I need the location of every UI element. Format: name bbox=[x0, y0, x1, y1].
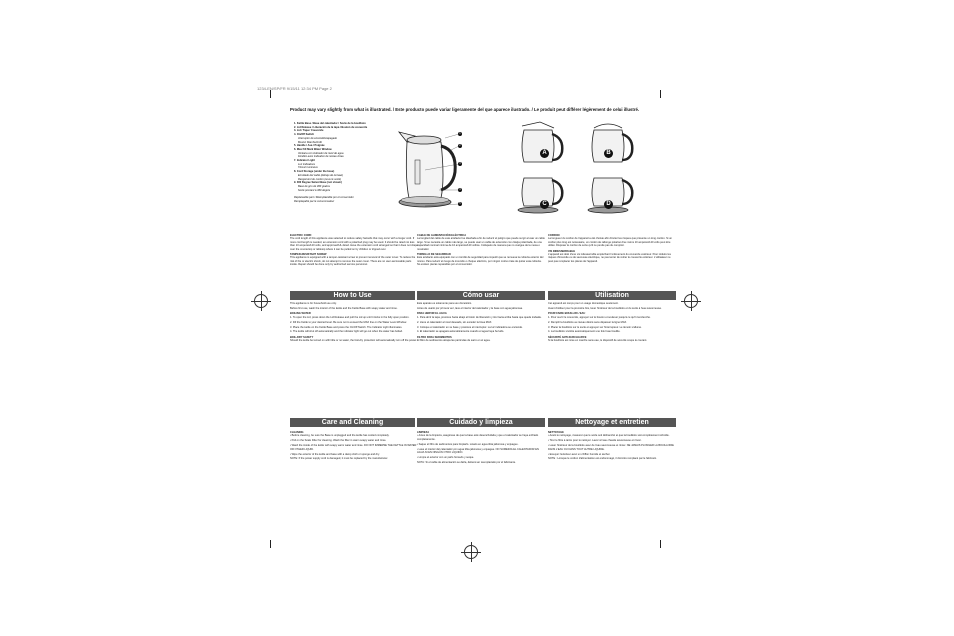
registration-mark bbox=[464, 545, 478, 559]
paragraph: La longitud del cable de este artefacto fue diseñada a fin de reducir el peligro que puede surgir al usar un cable largo. Si se necesita un cable más largo, se puede usar un cable de extensión con clavija polarizada, de una capacidad nominal mínima de 10 amperios/120 voltios. Colóquelo de manera que no cuelgue de la mesa o mostrador. bbox=[417, 237, 545, 251]
crop-mark bbox=[660, 90, 661, 98]
step-label-b: B bbox=[604, 149, 613, 158]
parts-list-item: 2. Lid Release / Liberación de la tapa / Bouton du couvercle bbox=[294, 125, 368, 129]
parts-list-item: Ventana con indicador de nivel de agua bbox=[298, 151, 344, 155]
section-heading: LIMPIEZA bbox=[417, 431, 430, 434]
section-band-care: Care and Cleaning bbox=[290, 418, 415, 427]
paragraph: • Pull on the Scale Filter for cleaning. Wash the filter in warm soapy water and rinse. bbox=[290, 439, 387, 443]
parts-list-item: 6. Max Fill Mark Water Window bbox=[294, 147, 332, 151]
paragraph: La longueur du cordon de l'appareil a été choisie afin d'éviter les risques que présente un long cordon. Si un cordon plus long est nécessaire, un cordon de rallonge polarisé d'au moins 10 ampères/120 volts peut être utilisé. Disposer le cordon de sorte qu'il ne pende pas du comptoir. bbox=[548, 237, 672, 248]
parts-list-item: 5. Handle / Asa / Poignée bbox=[294, 144, 325, 148]
paragraph: • Laver l'intérieur de la bouilloire avec de l'eau savonneuse et rincer. NE JAMAIS PLONGER LA BOUILLOIRE DANS L'EAU OU DANS TOUT AUTRE LIQUIDE. bbox=[548, 444, 674, 451]
paragraph: NOTE: If the power supply cord is damaged, it must be replaced by the manufacturer. bbox=[290, 457, 389, 461]
parts-list-item: Fenêtre avec indication de niveau d'eau bbox=[298, 155, 344, 159]
section-heading: BOIL-DRY SAFETY bbox=[290, 335, 314, 339]
section-band-utilisation: Utilisation bbox=[548, 291, 676, 300]
registration-mark bbox=[254, 294, 268, 308]
parts-list-item: Témoin lumineux bbox=[298, 166, 318, 170]
parts-list-item: 9. 360 Degree Swivel Base (not shown) bbox=[294, 181, 342, 185]
section-heading: TAMPER-RESISTANT SCREW bbox=[290, 253, 327, 257]
section-heading: TORNILLO DE SEGURIDAD bbox=[417, 253, 451, 257]
parts-list-item: 3. Lid / Tapa / Couvercle bbox=[294, 129, 324, 133]
callout-1: 1 bbox=[459, 132, 461, 135]
paragraph: NOTA: Si el cable de alimentación se daña, deberá ser reemplazado por el fabricante. bbox=[417, 460, 516, 464]
paragraph: Cet appareil est conçu pour un usage domestique seulement. bbox=[548, 302, 619, 305]
section-band-como-usar: Cómo usar bbox=[417, 291, 545, 300]
section-heading: CABLE DE ALIMENTACIÓN ELÉCTRICA bbox=[417, 234, 467, 237]
text-column bbox=[417, 232, 545, 268]
text-column bbox=[417, 302, 545, 344]
crop-mark bbox=[270, 90, 271, 98]
parts-note: Remplaçable par le consommateur bbox=[294, 200, 335, 204]
section-heading: POUR FAIRE BOUILLIR L'EAU bbox=[548, 312, 586, 316]
paragraph: • Wipe the exterior of the kettle and base with a damp cloth or sponge and dry. bbox=[290, 452, 380, 456]
text-column bbox=[417, 429, 545, 466]
text-column bbox=[290, 232, 418, 268]
text-column bbox=[290, 429, 418, 462]
registration-mark bbox=[684, 294, 698, 308]
parts-list-item: Enrollado del cable (debajo de la base) bbox=[298, 173, 343, 177]
step-label-d: D bbox=[604, 200, 613, 209]
paragraph: 1. Pour ouvrir le couvercle, appuyer sur le bouton et soulever jusqu'à ce qu'il s'enclenche. bbox=[548, 315, 651, 319]
product-notice: Product may vary slightly from what is illustrated. / Este producto puede variar ligeramente del que aparece ilustrado. / Le produit peut différer légèrement de celui illustré. bbox=[290, 107, 640, 112]
parts-list-item: Interruptor de encendido/apagado bbox=[298, 136, 338, 140]
paragraph: Avant d'utiliser pour la première fois, laver l'intérieur de la bouilloire et du socle à l'eau savonneuse. bbox=[548, 306, 662, 310]
callout-4: 4 bbox=[459, 188, 461, 191]
text-column bbox=[548, 302, 676, 344]
paragraph: The cord length of this appliance was selected to reduce safety hazards that may occur with a longer cord. If more cord length is needed, an extension cord with a polarized plug may be used. It should be rated not less than 10 amperes/120 volts, and approved/UL-listed. Have the extension cord arranged so that it does not drape over the countertop or tabletop where it can be pulled on by children or tripped over. bbox=[290, 237, 418, 251]
parts-list-item: 1. Kettle Base / Base del calentador / Socle de la bouilloire bbox=[294, 122, 366, 125]
section-heading: FILTRO PARA SEDIMENTOS bbox=[417, 335, 452, 339]
paragraph: 4. The kettle will shut off automatically and the indicator light will go out when the water has boiled. bbox=[290, 330, 403, 334]
step-label-c: C bbox=[540, 200, 549, 209]
paragraph: 3. Place the kettle on the Kettle Base and press the On/Off Switch. The Indicator Light illuminates. bbox=[290, 325, 403, 329]
section-heading: CORDON bbox=[548, 234, 560, 237]
paragraph: NOTE : Lorsque le cordon d'alimentation est endommagé, il doit être remplacé par le fabricant. bbox=[548, 457, 657, 461]
paragraph: • Before cleaning, be sure the Base is unplugged and the kettle has cooled completely. bbox=[290, 434, 390, 438]
paragraph: L'appareil est doté d'une vis indesserrable empêchant l'enlèvement du couvercle extérieur. Pour réduire les risques d'incendie ou de secousse électrique, ne pas tenter de retirer le couvercle extérieur. L'utilisateur ne peut pas remplacer les pièces de l'appareil. bbox=[548, 253, 671, 263]
paragraph: 2. Remplir la bouilloire au niveau désiré sans dépasser la ligne MAX. bbox=[548, 320, 628, 324]
paragraph: Should the kettle be turned on with little or no water, the boil-dry protection will automatically turn off the power. bbox=[290, 339, 417, 343]
paragraph: This appliance is for household use only. bbox=[290, 302, 337, 305]
paragraph: Este artefacto está equipado con un tornillo de seguridad para impedir que se remueva la cubierta exterior del mismo. Para reducir el riesgo de incendio o choque eléctrico, por ningún motivo trate de quitar esta cubierta. No existen piezas reparables por el consumidor. bbox=[417, 256, 544, 267]
section-heading: VIS INDESSERRABLE bbox=[548, 249, 576, 253]
paragraph: • Antes de la limpieza, asegúrese de que la base esté desenchufada y que el calentador se haya enfriado completamente. bbox=[417, 434, 539, 441]
paragraph: • Wash the inside of the kettle with soapy warm water and rinse. DO NOT IMMERSE THE KETTLE IN WATER OR OTHER LIQUID. bbox=[290, 444, 417, 451]
crop-mark bbox=[660, 540, 661, 548]
paragraph: 3. Placer la bouilloire sur le socle et appuyer sur l'interrupteur. Le témoin s'allume. bbox=[548, 325, 642, 329]
section-band-how-to-use: How to Use bbox=[290, 291, 415, 300]
paragraph: • Lave el interior del calentador con agua tibia jabonosa y enjuague. NO SUMERJA EL CALENTADOR EN AGUA NI EN NINGÚN OTRO LÍQUIDO. bbox=[417, 447, 539, 455]
paragraph: 4. El calentador se apagará automáticamente cuando el agua haya hervido. bbox=[417, 330, 505, 334]
paragraph: 1. Para abrir la tapa, presione hacia abajo el botón de liberación y tire hacia arriba hasta que quede trabada. bbox=[417, 315, 542, 319]
parts-list bbox=[294, 122, 384, 204]
paragraph: 2. Llene el calentador al nivel deseado, sin exceder la línea MAX. bbox=[417, 320, 493, 324]
kettle-illustration bbox=[385, 120, 465, 220]
parts-list-item: Luz indicadora bbox=[298, 162, 315, 166]
paragraph: Este aparato es solamente para uso doméstico. bbox=[417, 302, 472, 305]
section-heading: BOILING WATER bbox=[290, 312, 311, 316]
paragraph: • Limpie el exterior con un paño húmedo y seque. bbox=[417, 455, 474, 459]
parts-note: Replaceable part / Reemplazable por el consumidor bbox=[294, 196, 354, 200]
paragraph: Antes de usarlo por primera vez, lave el interior del calentador y la base con agua jabonosa. bbox=[417, 306, 523, 310]
paragraph: 1. To open the Lid, press down the Lid Release and pull the Lid up until it locks in the fully open position. bbox=[290, 315, 410, 319]
parts-list-item: Socle pivotant à 360 degrés bbox=[298, 188, 331, 192]
section-heading: ELECTRIC CORD bbox=[290, 234, 312, 237]
section-heading: CLEANING bbox=[290, 431, 304, 434]
parts-list-item: Rangement du cordon (sous le socle) bbox=[298, 177, 342, 181]
paragraph: • Essuyer l'extérieur avec un chiffon humide et sécher. bbox=[548, 452, 611, 456]
paragraph: Si la bouilloire est mise en marche sans eau, le dispositif de sécurité coupe le courant. bbox=[548, 339, 648, 343]
parts-list-item: Bouton Marche/Arrêt bbox=[298, 140, 322, 144]
section-band-cuidado: Cuidado y limpieza bbox=[417, 418, 545, 427]
parts-list-item: 8. Cord Storage (under the base) bbox=[294, 170, 335, 174]
parts-list-item: 7. Indicator Light bbox=[294, 159, 315, 163]
print-slug: 1234-EN/SP/FR 9/15/11 12:34 PM Page 2 bbox=[257, 86, 332, 91]
section-heading: PARA HERVIR EL AGUA bbox=[417, 312, 447, 316]
parts-list-item: Base de giro de 360 grados bbox=[298, 184, 330, 188]
paragraph: • Avant le nettoyage, s'assurer que le socle soit débranché et que la bouilloire soit complètement refroidie. bbox=[548, 434, 670, 438]
callout-3: 3 bbox=[459, 162, 461, 165]
step-label-a: A bbox=[540, 149, 549, 158]
paragraph: 4. La bouilloire s'arrête automatiquement une fois l'eau bouillie. bbox=[548, 330, 621, 334]
text-column bbox=[548, 232, 676, 265]
text-column bbox=[290, 302, 418, 344]
section-heading: NETTOYAGE bbox=[548, 431, 564, 434]
parts-list-item: 4. On/Off Switch bbox=[294, 133, 315, 137]
paragraph: 2. Fill the Kettle to your desired level. Be sure not to exceed the MAX line on the Water Level Window. bbox=[290, 320, 407, 324]
paragraph: • Saque el filtro de sedimentos para limpiarlo. Lávelo en agua tibia jabonosa y enjuague. bbox=[417, 442, 519, 446]
paragraph: El filtro de sedimentos atrapa las partículas de sarro en el agua. bbox=[417, 339, 491, 343]
section-heading: SÉCURITÉ ANTI-SURCHAUFFE bbox=[548, 335, 587, 339]
paragraph: • Tirer le filtre à tartre pour le nettoyer. Laver à l'eau chaude savonneuse et rincer. bbox=[548, 439, 642, 443]
paragraph: This appliance is equipped with a tamper-resistant screw to prevent removal of the outer cover. To reduce the risk of fire or electric shock, do not attempt to remove the outer cover. There are no user-serviceable parts inside. Repair should be done only by authorized service personnel. bbox=[290, 256, 416, 267]
text-column bbox=[548, 429, 676, 462]
step-illustrations bbox=[510, 118, 650, 218]
callout-2: 2 bbox=[459, 144, 461, 147]
crop-mark bbox=[270, 540, 271, 548]
callout-5: 5 bbox=[459, 202, 461, 205]
paragraph: 3. Coloque el calentador en su base y presione el interruptor. La luz indicadora se enciende. bbox=[417, 325, 523, 329]
paragraph: Before first use, wash the interior of the kettle and the Kettle Base with soapy water and rinse. bbox=[290, 306, 398, 310]
section-band-nettoyage: Nettoyage et entretien bbox=[548, 418, 676, 427]
